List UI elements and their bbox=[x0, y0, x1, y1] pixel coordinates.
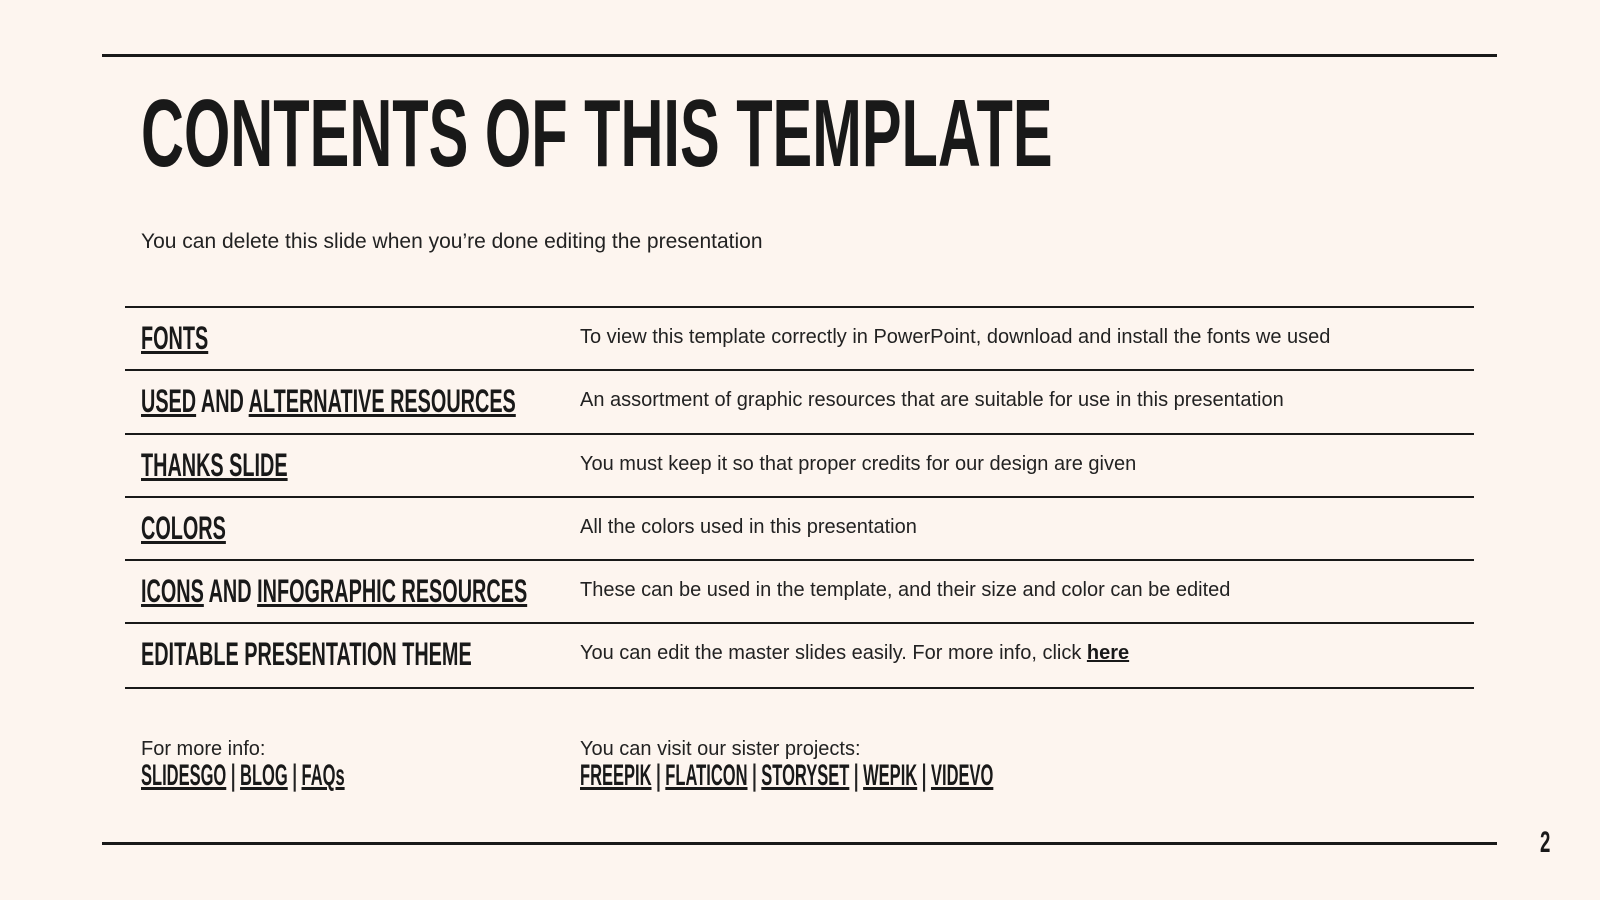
row-title-link[interactable]: INFOGRAPHIC RESOURCES bbox=[257, 573, 528, 609]
here-link[interactable]: here bbox=[1086, 642, 1130, 664]
row-description bbox=[580, 453, 1136, 476]
link-separator: | bbox=[651, 759, 666, 792]
row-title-plain: EDITABLE PRESENTATION THEME bbox=[141, 636, 472, 672]
footer-sister-projects bbox=[580, 738, 1332, 791]
row-title bbox=[141, 445, 377, 485]
row-title-text bbox=[141, 571, 527, 611]
footer-link-storyset[interactable]: STORYSET bbox=[761, 759, 850, 792]
table-row bbox=[125, 496, 1474, 561]
link-separator: | bbox=[287, 759, 302, 792]
footer-more-info-links bbox=[141, 761, 511, 791]
row-title-link[interactable]: ALTERNATIVE RESOURCES bbox=[248, 383, 516, 419]
footer-link-flaticon[interactable]: FLATICON bbox=[665, 759, 748, 792]
footer-link-blog[interactable]: BLOG bbox=[240, 759, 288, 792]
row-description bbox=[580, 389, 1284, 412]
row-description bbox=[580, 642, 1129, 665]
row-title-link[interactable]: ICONS bbox=[141, 573, 204, 609]
link-separator: | bbox=[747, 759, 762, 792]
footer-sister-projects-label: You can visit our sister projects: bbox=[580, 738, 861, 760]
row-title-text bbox=[141, 318, 208, 358]
link-separator: | bbox=[917, 759, 931, 792]
link-separator: | bbox=[849, 759, 864, 792]
row-title-plain: AND bbox=[203, 573, 258, 609]
row-title bbox=[141, 318, 249, 358]
row-title-text bbox=[141, 381, 516, 421]
row-title-link[interactable]: COLORS bbox=[141, 510, 226, 546]
row-description-text: You must keep it so that proper credits for our design are given bbox=[580, 453, 1137, 475]
row-description-text: You can edit the master slides easily. For more info, click bbox=[580, 642, 1087, 664]
row-title-plain: AND bbox=[196, 383, 249, 419]
row-description bbox=[580, 326, 1330, 349]
footer-more-info-label: For more info: bbox=[141, 738, 266, 760]
row-description-text: An assortment of graphic resources that are suitable for use in this presentation bbox=[580, 389, 1284, 411]
footer-link-slidesgo[interactable]: SLIDESGO bbox=[141, 759, 227, 792]
footer-more-info bbox=[141, 738, 511, 791]
table-row bbox=[125, 369, 1474, 434]
page-title bbox=[141, 80, 1600, 187]
page-number bbox=[1540, 826, 1557, 860]
table-row bbox=[125, 559, 1474, 624]
footer-link-freepik[interactable]: FREEPIK bbox=[580, 759, 652, 792]
row-description-text: These can be used in the template, and their size and color can be edited bbox=[580, 579, 1231, 601]
footer-link-wepik[interactable]: WEPIK bbox=[863, 759, 918, 792]
row-title-text bbox=[141, 508, 226, 548]
row-title-link[interactable]: THANKS SLIDE bbox=[141, 447, 288, 483]
row-description bbox=[580, 516, 917, 539]
row-description-text: To view this template correctly in PowerPoint, download and install the fonts we used bbox=[580, 326, 1331, 348]
table-row bbox=[125, 433, 1474, 498]
top-rule bbox=[102, 54, 1497, 57]
table-row bbox=[125, 306, 1474, 371]
row-description bbox=[580, 579, 1230, 602]
row-title-link[interactable]: FONTS bbox=[141, 320, 209, 356]
footer-link-faqs[interactable]: FAQs bbox=[301, 759, 345, 792]
row-title-link[interactable]: USED bbox=[141, 383, 197, 419]
footer-sister-projects-links bbox=[580, 761, 1332, 791]
subtitle: You can delete this slide when you’re done editing the presentation bbox=[141, 230, 763, 253]
link-separator: | bbox=[226, 759, 241, 792]
row-title bbox=[141, 508, 278, 548]
page-title-text: CONTENTS OF THIS TEMPLATE bbox=[141, 80, 1053, 187]
row-title-text bbox=[141, 634, 472, 674]
row-description-text: All the colors used in this presentation bbox=[580, 516, 917, 538]
footer-link-videvo[interactable]: VIDEVO bbox=[930, 759, 994, 792]
page-number-text: 2 bbox=[1540, 826, 1551, 859]
row-title-text bbox=[141, 445, 288, 485]
bottom-rule bbox=[102, 842, 1497, 845]
table-row bbox=[125, 622, 1474, 689]
